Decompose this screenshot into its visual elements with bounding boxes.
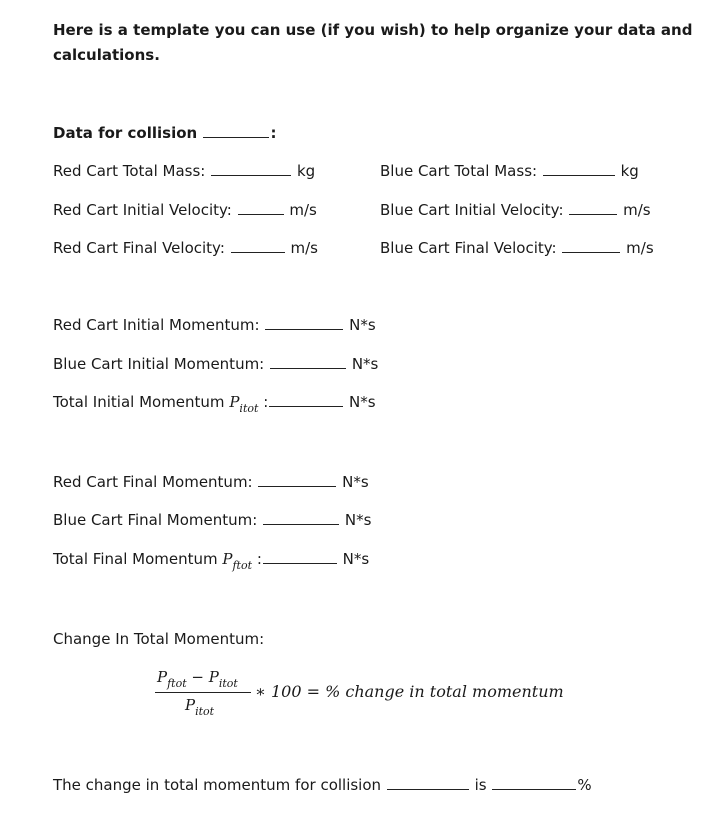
red-initial-velocity-blank[interactable] [238, 213, 284, 215]
red-initial-momentum-unit: N*s [349, 316, 376, 334]
red-total-mass-label: Red Cart Total Mass: [53, 162, 206, 180]
numerator-pftot-subscript: ftot [167, 677, 187, 690]
total-final-momentum-row [53, 550, 370, 572]
result-is: is [474, 776, 487, 794]
result-prefix: The change in total momentum for collision [53, 776, 382, 794]
collision-blank[interactable] [203, 136, 269, 138]
total-initial-momentum-unit: N*s [349, 393, 376, 411]
numerator-pitot-symbol: P [208, 668, 219, 686]
intro-line-1: Here is a template you can use (if you wish) to help organize your data and [53, 21, 693, 39]
red-initial-momentum-label: Red Cart Initial Momentum: [53, 316, 260, 334]
red-final-velocity-label: Red Cart Final Velocity: [53, 239, 225, 257]
red-total-mass-unit: kg [296, 162, 316, 180]
total-final-momentum-label: Total Final Momentum [53, 550, 218, 568]
red-final-velocity-blank[interactable] [231, 251, 285, 253]
collision-label: Data for collision [53, 124, 198, 142]
red-final-momentum-row [53, 475, 369, 490]
intro-line-2: calculations. [53, 46, 160, 64]
formula-numerator [157, 668, 238, 690]
total-initial-momentum-colon: : [263, 393, 269, 411]
red-final-velocity-row [53, 241, 318, 256]
blue-final-velocity-row [380, 241, 654, 256]
blue-initial-velocity-unit: m/s [623, 201, 651, 219]
red-final-momentum-label: Red Cart Final Momentum: [53, 473, 253, 491]
formula-denominator [185, 696, 215, 718]
total-initial-momentum-blank[interactable] [269, 405, 343, 407]
change-heading: Change In Total Momentum: [53, 630, 265, 648]
blue-initial-velocity-blank[interactable] [569, 213, 617, 215]
blue-final-momentum-row [53, 513, 371, 528]
result-percent-unit: % [577, 776, 592, 794]
total-initial-momentum-row [53, 393, 376, 415]
blue-final-velocity-blank[interactable] [562, 251, 620, 253]
red-final-momentum-blank[interactable] [258, 485, 336, 487]
red-initial-velocity-label: Red Cart Initial Velocity: [53, 201, 232, 219]
numerator-pftot-symbol: P [157, 668, 168, 686]
collision-colon: : [270, 124, 277, 142]
formula-rest: ∗ 100 = % change in total momentum [255, 682, 564, 701]
blue-final-momentum-unit: N*s [344, 511, 372, 529]
red-initial-velocity-row [53, 203, 317, 218]
denominator-pitot-subscript: itot [195, 705, 215, 718]
total-final-momentum-blank[interactable] [263, 562, 337, 564]
result-collision-blank[interactable] [387, 788, 469, 790]
fraction-bar [155, 692, 251, 693]
pitot-symbol: P [229, 393, 240, 411]
red-final-velocity-unit: m/s [290, 239, 318, 257]
red-initial-momentum-row [53, 318, 376, 333]
red-total-mass-row [53, 164, 315, 179]
blue-total-mass-label: Blue Cart Total Mass: [380, 162, 538, 180]
collision-heading [53, 126, 276, 141]
blue-initial-momentum-label: Blue Cart Initial Momentum: [53, 355, 265, 373]
red-initial-momentum-blank[interactable] [265, 328, 343, 330]
total-initial-momentum-label: Total Initial Momentum [53, 393, 225, 411]
blue-total-mass-unit: kg [620, 162, 639, 180]
formula-minus: − [186, 668, 209, 686]
blue-initial-momentum-blank[interactable] [270, 367, 346, 369]
numerator-pitot-subscript: itot [218, 677, 238, 690]
blue-final-velocity-unit: m/s [626, 239, 654, 257]
blue-initial-velocity-row [380, 203, 651, 218]
pitot-subscript: itot [239, 402, 259, 415]
red-total-mass-blank[interactable] [211, 174, 291, 176]
percent-change-formula [155, 668, 251, 718]
red-initial-velocity-unit: m/s [289, 201, 317, 219]
blue-final-momentum-blank[interactable] [263, 523, 339, 525]
red-final-momentum-unit: N*s [342, 473, 369, 491]
blue-initial-velocity-label: Blue Cart Initial Velocity: [380, 201, 564, 219]
pftot-symbol: P [222, 550, 233, 568]
total-final-momentum-colon: : [256, 550, 262, 568]
pftot-subscript: ftot [232, 559, 253, 572]
result-row [53, 778, 592, 793]
blue-total-mass-blank[interactable] [543, 174, 615, 176]
blue-initial-momentum-row [53, 357, 378, 372]
blue-initial-momentum-unit: N*s [351, 355, 379, 373]
denominator-pitot-symbol: P [185, 696, 196, 714]
blue-total-mass-row [380, 164, 639, 179]
blue-final-velocity-label: Blue Cart Final Velocity: [380, 239, 557, 257]
total-final-momentum-unit: N*s [342, 550, 370, 568]
blue-final-momentum-label: Blue Cart Final Momentum: [53, 511, 258, 529]
result-percent-blank[interactable] [492, 788, 576, 790]
